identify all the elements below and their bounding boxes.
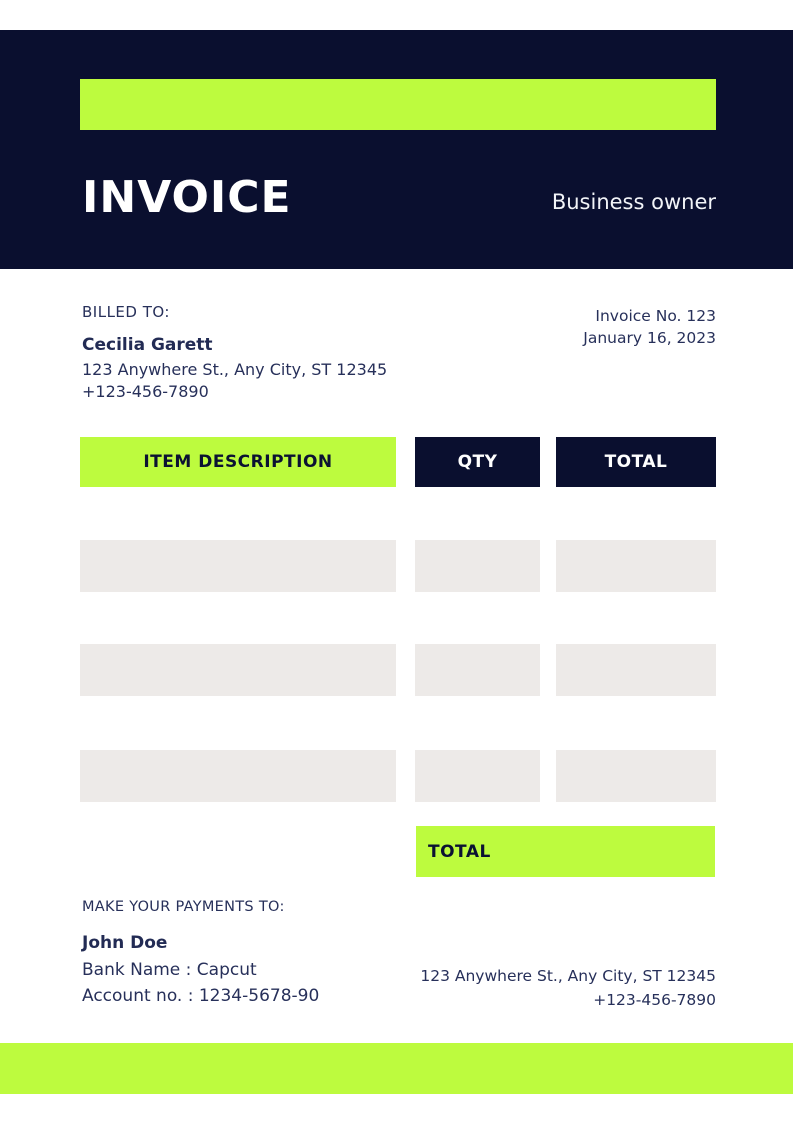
payment-bank-name: Bank Name : Capcut	[82, 960, 257, 980]
header-accent-bar	[80, 79, 716, 130]
grand-total-label: TOTAL	[428, 841, 491, 862]
invoice-number: Invoice No. 123	[595, 307, 716, 325]
footer-accent-stripe	[0, 1043, 793, 1094]
billed-to-label: BILLED TO:	[82, 303, 170, 321]
table-header-total: TOTAL	[556, 437, 716, 487]
payment-instruction-label: MAKE YOUR PAYMENTS TO:	[82, 899, 285, 915]
item-description-cell-placeholder	[80, 750, 396, 802]
item-description-cell-placeholder	[80, 540, 396, 592]
qty-cell-placeholder	[415, 644, 540, 696]
payment-payee-name: John Doe	[82, 933, 168, 953]
grand-total-bar	[416, 826, 715, 877]
billed-to-address: 123 Anywhere St., Any City, ST 12345	[82, 360, 388, 379]
footer-phone: +123-456-7890	[593, 991, 716, 1009]
header-banner	[0, 30, 793, 269]
table-header-qty: QTY	[415, 437, 540, 487]
footer-contact	[420, 964, 716, 1012]
page-title: INVOICE	[82, 172, 292, 223]
table-header-item-description: ITEM DESCRIPTION	[80, 437, 396, 487]
invoice-meta	[583, 305, 716, 349]
payment-account-number: Account no. : 1234-5678-90	[82, 986, 320, 1006]
footer-address: 123 Anywhere St., Any City, ST 12345	[420, 967, 716, 985]
total-cell-placeholder	[556, 540, 716, 592]
invoice-date: January 16, 2023	[583, 329, 716, 347]
item-description-cell-placeholder	[80, 644, 396, 696]
business-owner-label: Business owner	[551, 190, 716, 214]
total-cell-placeholder	[556, 750, 716, 802]
billed-to-phone: +123-456-7890	[82, 382, 209, 401]
qty-cell-placeholder	[415, 750, 540, 802]
qty-cell-placeholder	[415, 540, 540, 592]
total-cell-placeholder	[556, 644, 716, 696]
billed-to-name: Cecilia Garett	[82, 335, 213, 355]
